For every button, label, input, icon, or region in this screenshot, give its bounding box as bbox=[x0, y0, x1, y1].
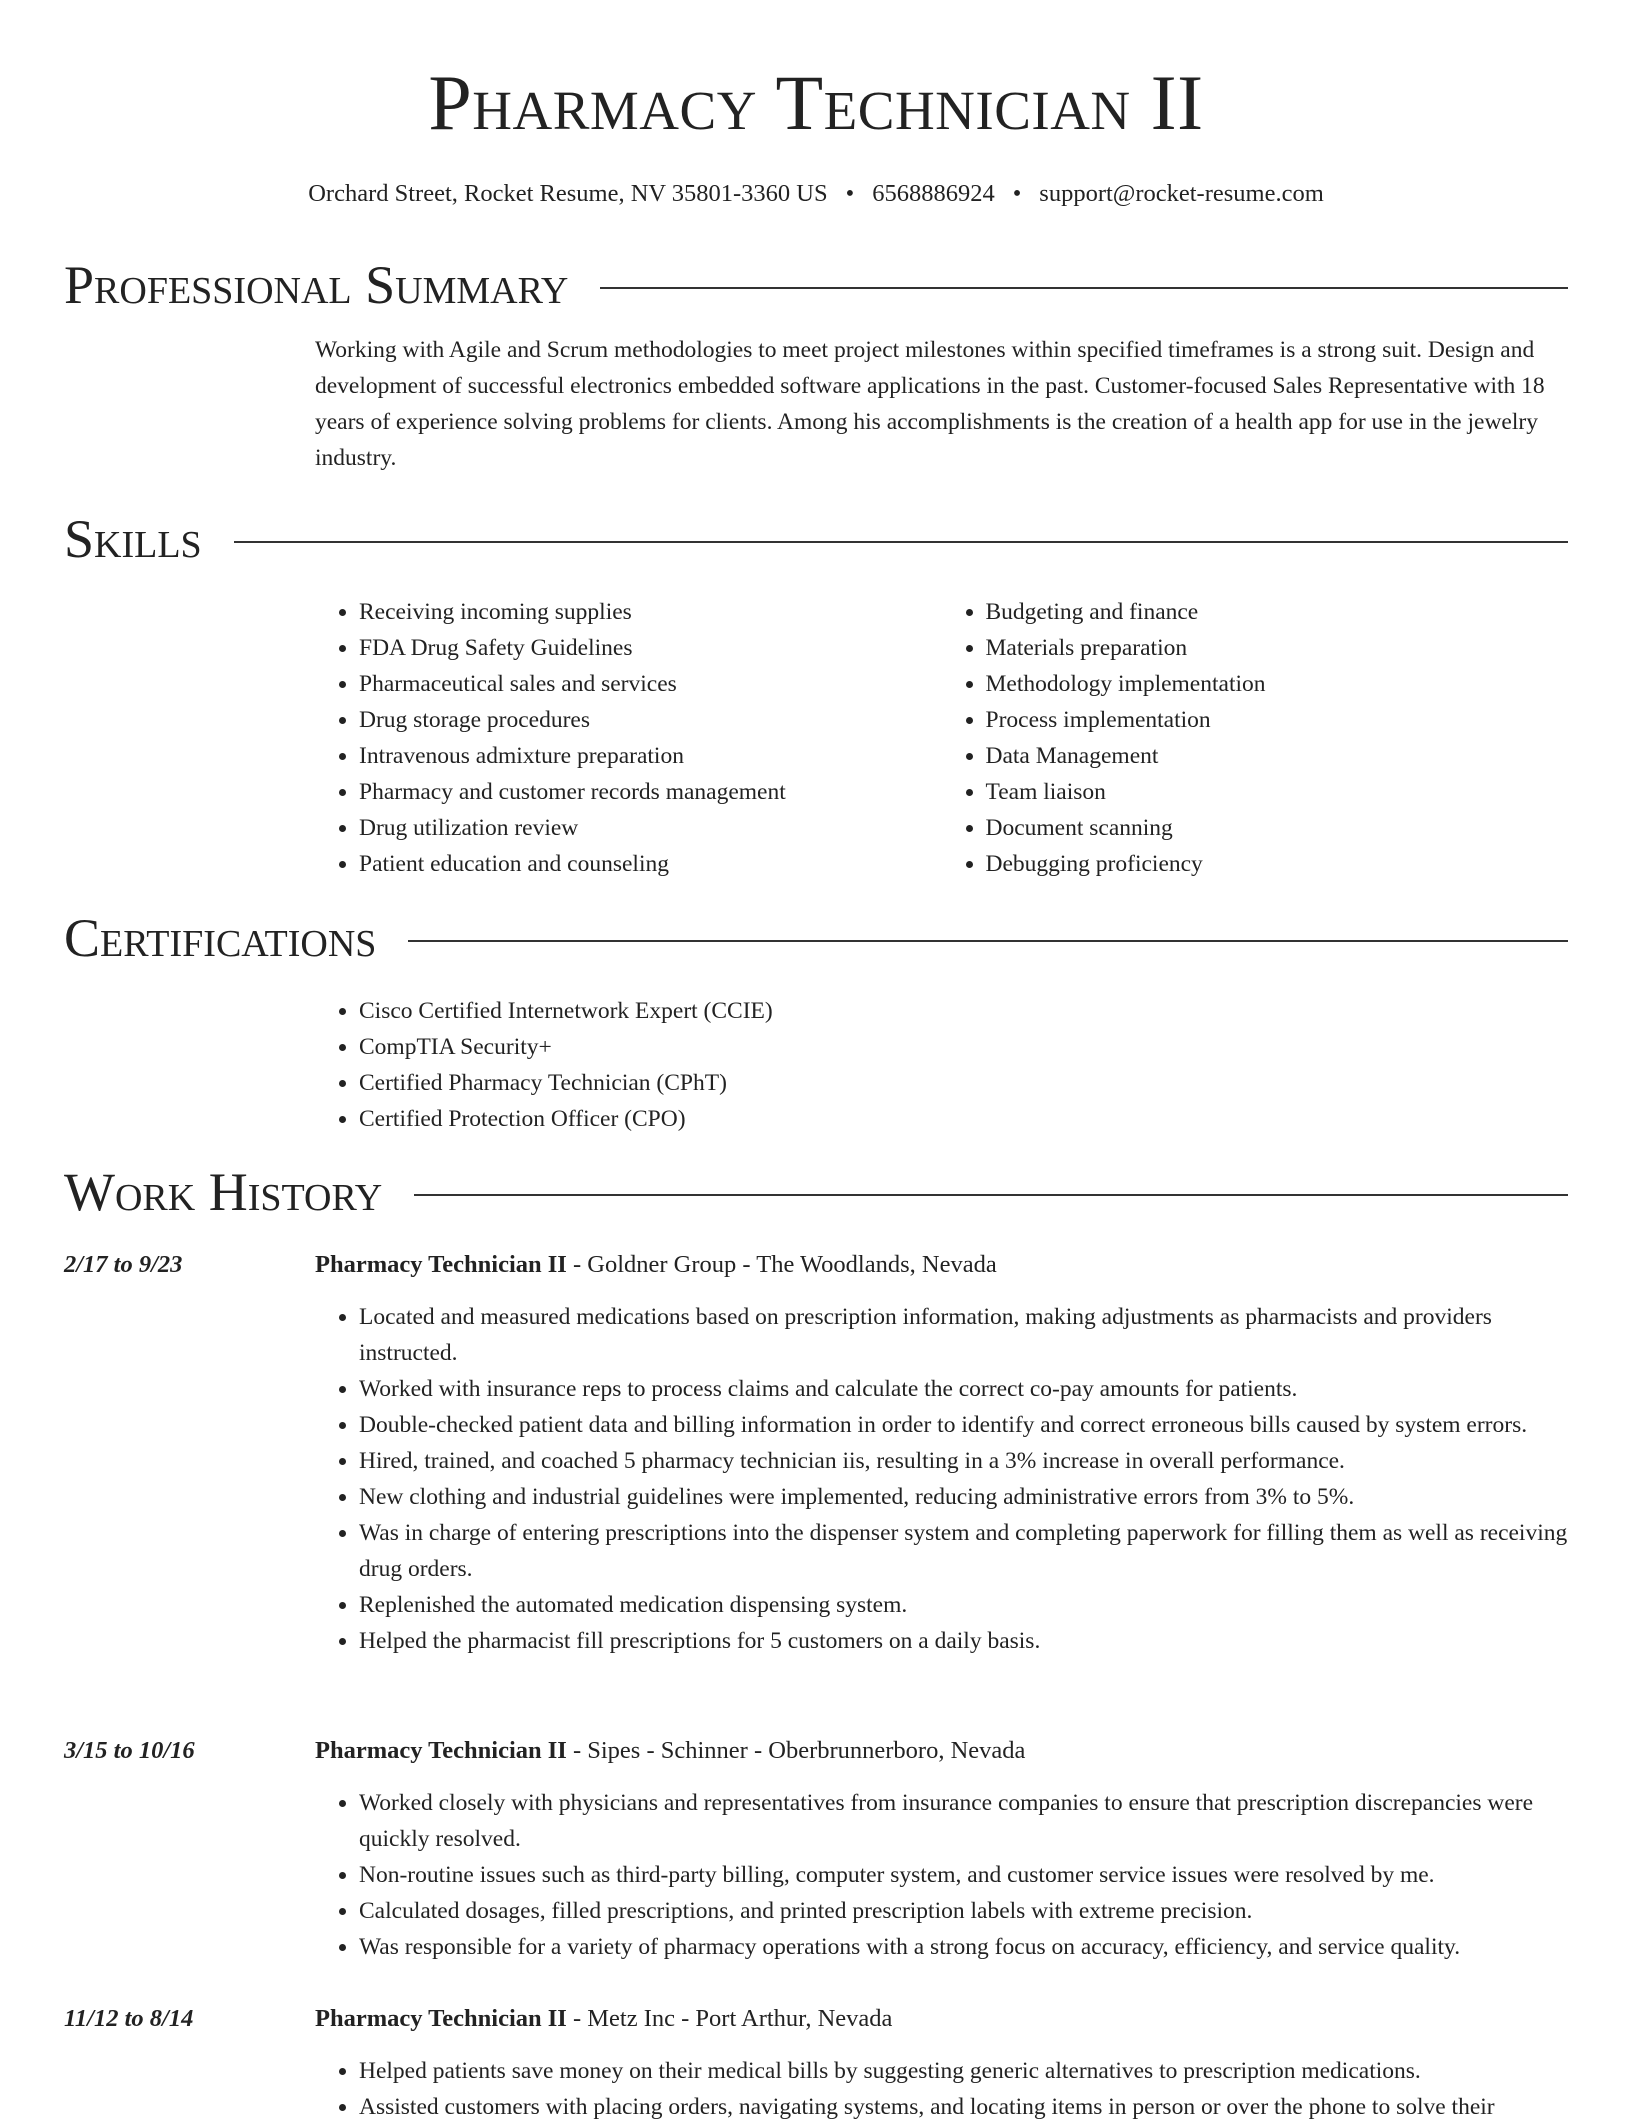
skill-item: • Intravenous admixture preparation bbox=[359, 738, 942, 774]
job-bullet: • Calculated dosages, filled prescriptions, and printed prescription labels with extreme precision. bbox=[359, 1893, 1568, 1929]
job-heading bbox=[315, 1733, 1025, 1769]
job-employer-location: - Metz Inc - Port Arthur, Nevada bbox=[566, 2005, 893, 2032]
job-bullets bbox=[315, 1785, 1568, 1965]
skill-item: • Pharmacy and customer records management bbox=[359, 774, 942, 810]
skill-item: • FDA Drug Safety Guidelines bbox=[359, 630, 942, 666]
job-bullet: • Was responsible for a variety of pharmacy operations with a strong focus on accuracy, efficiency, and service quality. bbox=[359, 1929, 1568, 1965]
section-title: Professional Summary bbox=[64, 255, 569, 315]
skill-item: • Data Management bbox=[986, 738, 1569, 774]
job-dates: 2/17 to 9/23 bbox=[64, 1251, 183, 1278]
job-header bbox=[64, 1733, 1568, 1769]
job-bullet: • Located and measured medications based on prescription information, making adjustments as pharmacists and providers instructed. bbox=[359, 1299, 1568, 1371]
job-title: Pharmacy Technician II bbox=[315, 1251, 567, 1278]
job-bullet: • Double-checked patient data and billing information in order to identify and correct erroneous bills caused by system errors. bbox=[359, 1407, 1568, 1443]
job-bullets bbox=[315, 1299, 1568, 1659]
certifications-list bbox=[315, 993, 1568, 1137]
job-heading bbox=[315, 1247, 997, 1283]
certification-item: • Cisco Certified Internetwork Expert (CCIE) bbox=[359, 993, 1568, 1029]
job-bullet: • Was in charge of entering prescriptions into the dispenser system and completing paperwork for filling them as well as receiving drug orders. bbox=[359, 1515, 1568, 1587]
skill-item: • Team liaison bbox=[986, 774, 1569, 810]
job-bullet: • New clothing and industrial guidelines were implemented, reducing administrative errors from 3% to 5%. bbox=[359, 1479, 1568, 1515]
certifications-body bbox=[315, 993, 1568, 1137]
candidate-name: Pharmacy Technician II bbox=[428, 59, 1204, 146]
job-title: Pharmacy Technician II bbox=[315, 2005, 567, 2032]
phone: 6568886924 bbox=[872, 180, 995, 207]
skills-list-left bbox=[315, 594, 942, 882]
resume-header bbox=[0, 0, 1632, 208]
skill-item: • Drug storage procedures bbox=[359, 702, 942, 738]
certifications-section bbox=[64, 908, 1568, 1137]
skill-item: • Budgeting and finance bbox=[986, 594, 1569, 630]
job-dates: 11/12 to 8/14 bbox=[64, 2005, 194, 2032]
job-header bbox=[64, 1247, 1568, 1283]
skill-item: • Methodology implementation bbox=[986, 666, 1569, 702]
job-entry bbox=[64, 2001, 1568, 2125]
section-title: Work History bbox=[64, 1162, 383, 1222]
job-bullet: • Replenished the automated medication dispensing system. bbox=[359, 1587, 1568, 1623]
skill-item: • Document scanning bbox=[986, 810, 1569, 846]
skill-item: • Receiving incoming supplies bbox=[359, 594, 942, 630]
certification-item: • Certified Protection Officer (CPO) bbox=[359, 1101, 1568, 1137]
skill-item: • Materials preparation bbox=[986, 630, 1569, 666]
summary-section bbox=[64, 255, 1568, 476]
section-heading bbox=[64, 908, 1568, 968]
skills-list-right bbox=[942, 594, 1569, 882]
job-bullet: • Worked closely with physicians and representatives from insurance companies to ensure that prescription discrepancies were quickly resolved. bbox=[359, 1785, 1568, 1857]
job-bullet: • Helped patients save money on their medical bills by suggesting generic alternatives to prescription medications. bbox=[359, 2053, 1568, 2089]
contact-line bbox=[0, 180, 1632, 208]
skills-columns bbox=[315, 594, 1568, 882]
section-title: Certifications bbox=[64, 908, 377, 968]
job-header bbox=[64, 2001, 1568, 2037]
job-dates: 3/15 to 10/16 bbox=[64, 1737, 195, 1764]
email: support@rocket-resume.com bbox=[1039, 180, 1324, 207]
job-bullet: • Worked with insurance reps to process claims and calculate the correct co-pay amounts for patients. bbox=[359, 1371, 1568, 1407]
skill-item: • Debugging proficiency bbox=[986, 846, 1569, 882]
section-heading bbox=[64, 255, 1568, 315]
summary-text: Working with Agile and Scrum methodologies to meet project milestones within specified timeframes is a strong suit. Design and development of successful electronics embedded software applications in the past. Customer-focused Sales Representative with 18 years of experience solving problems for clients. Among his accomplishments is the creation of a health app for use in the jewelry industry. bbox=[315, 337, 1545, 471]
contact-separator: • bbox=[845, 180, 855, 207]
job-bullet: • Helped the pharmacist fill prescriptions for 5 customers on a daily basis. bbox=[359, 1623, 1568, 1659]
certification-item: • CompTIA Security+ bbox=[359, 1029, 1568, 1065]
job-heading bbox=[315, 2001, 892, 2037]
section-heading bbox=[64, 509, 1568, 569]
job-bullets bbox=[315, 2053, 1568, 2125]
work-history-section bbox=[64, 1162, 1568, 1222]
skills-section bbox=[64, 509, 1568, 882]
section-divider bbox=[414, 1194, 1568, 1196]
section-divider bbox=[234, 541, 1568, 543]
job-employer-location: - Goldner Group - The Woodlands, Nevada bbox=[566, 1251, 997, 1278]
section-heading bbox=[64, 1162, 1568, 1222]
skill-item: • Pharmaceutical sales and services bbox=[359, 666, 942, 702]
job-bullet: • Hired, trained, and coached 5 pharmacy technician iis, resulting in a 3% increase in overall performance. bbox=[359, 1443, 1568, 1479]
certification-item: • Certified Pharmacy Technician (CPhT) bbox=[359, 1065, 1568, 1101]
job-bullet: • Non-routine issues such as third-party billing, computer system, and customer service issues were resolved by me. bbox=[359, 1857, 1568, 1893]
job-entry bbox=[64, 1247, 1568, 1659]
skill-item: • Patient education and counseling bbox=[359, 846, 942, 882]
skill-item: • Drug utilization review bbox=[359, 810, 942, 846]
skill-item: • Process implementation bbox=[986, 702, 1569, 738]
job-title: Pharmacy Technician II bbox=[315, 1737, 567, 1764]
job-employer-location: - Sipes - Schinner - Oberbrunnerboro, Nevada bbox=[566, 1737, 1026, 1764]
job-bullet: • Assisted customers with placing orders, navigating systems, and locating items in person or over the phone to solve their bbox=[359, 2089, 1568, 2125]
section-divider bbox=[408, 940, 1568, 942]
address: Orchard Street, Rocket Resume, NV 35801-3360 US bbox=[308, 180, 828, 207]
section-title: Skills bbox=[64, 509, 202, 569]
section-divider bbox=[600, 287, 1568, 289]
contact-separator: • bbox=[1012, 180, 1022, 207]
job-entry bbox=[64, 1733, 1568, 1965]
